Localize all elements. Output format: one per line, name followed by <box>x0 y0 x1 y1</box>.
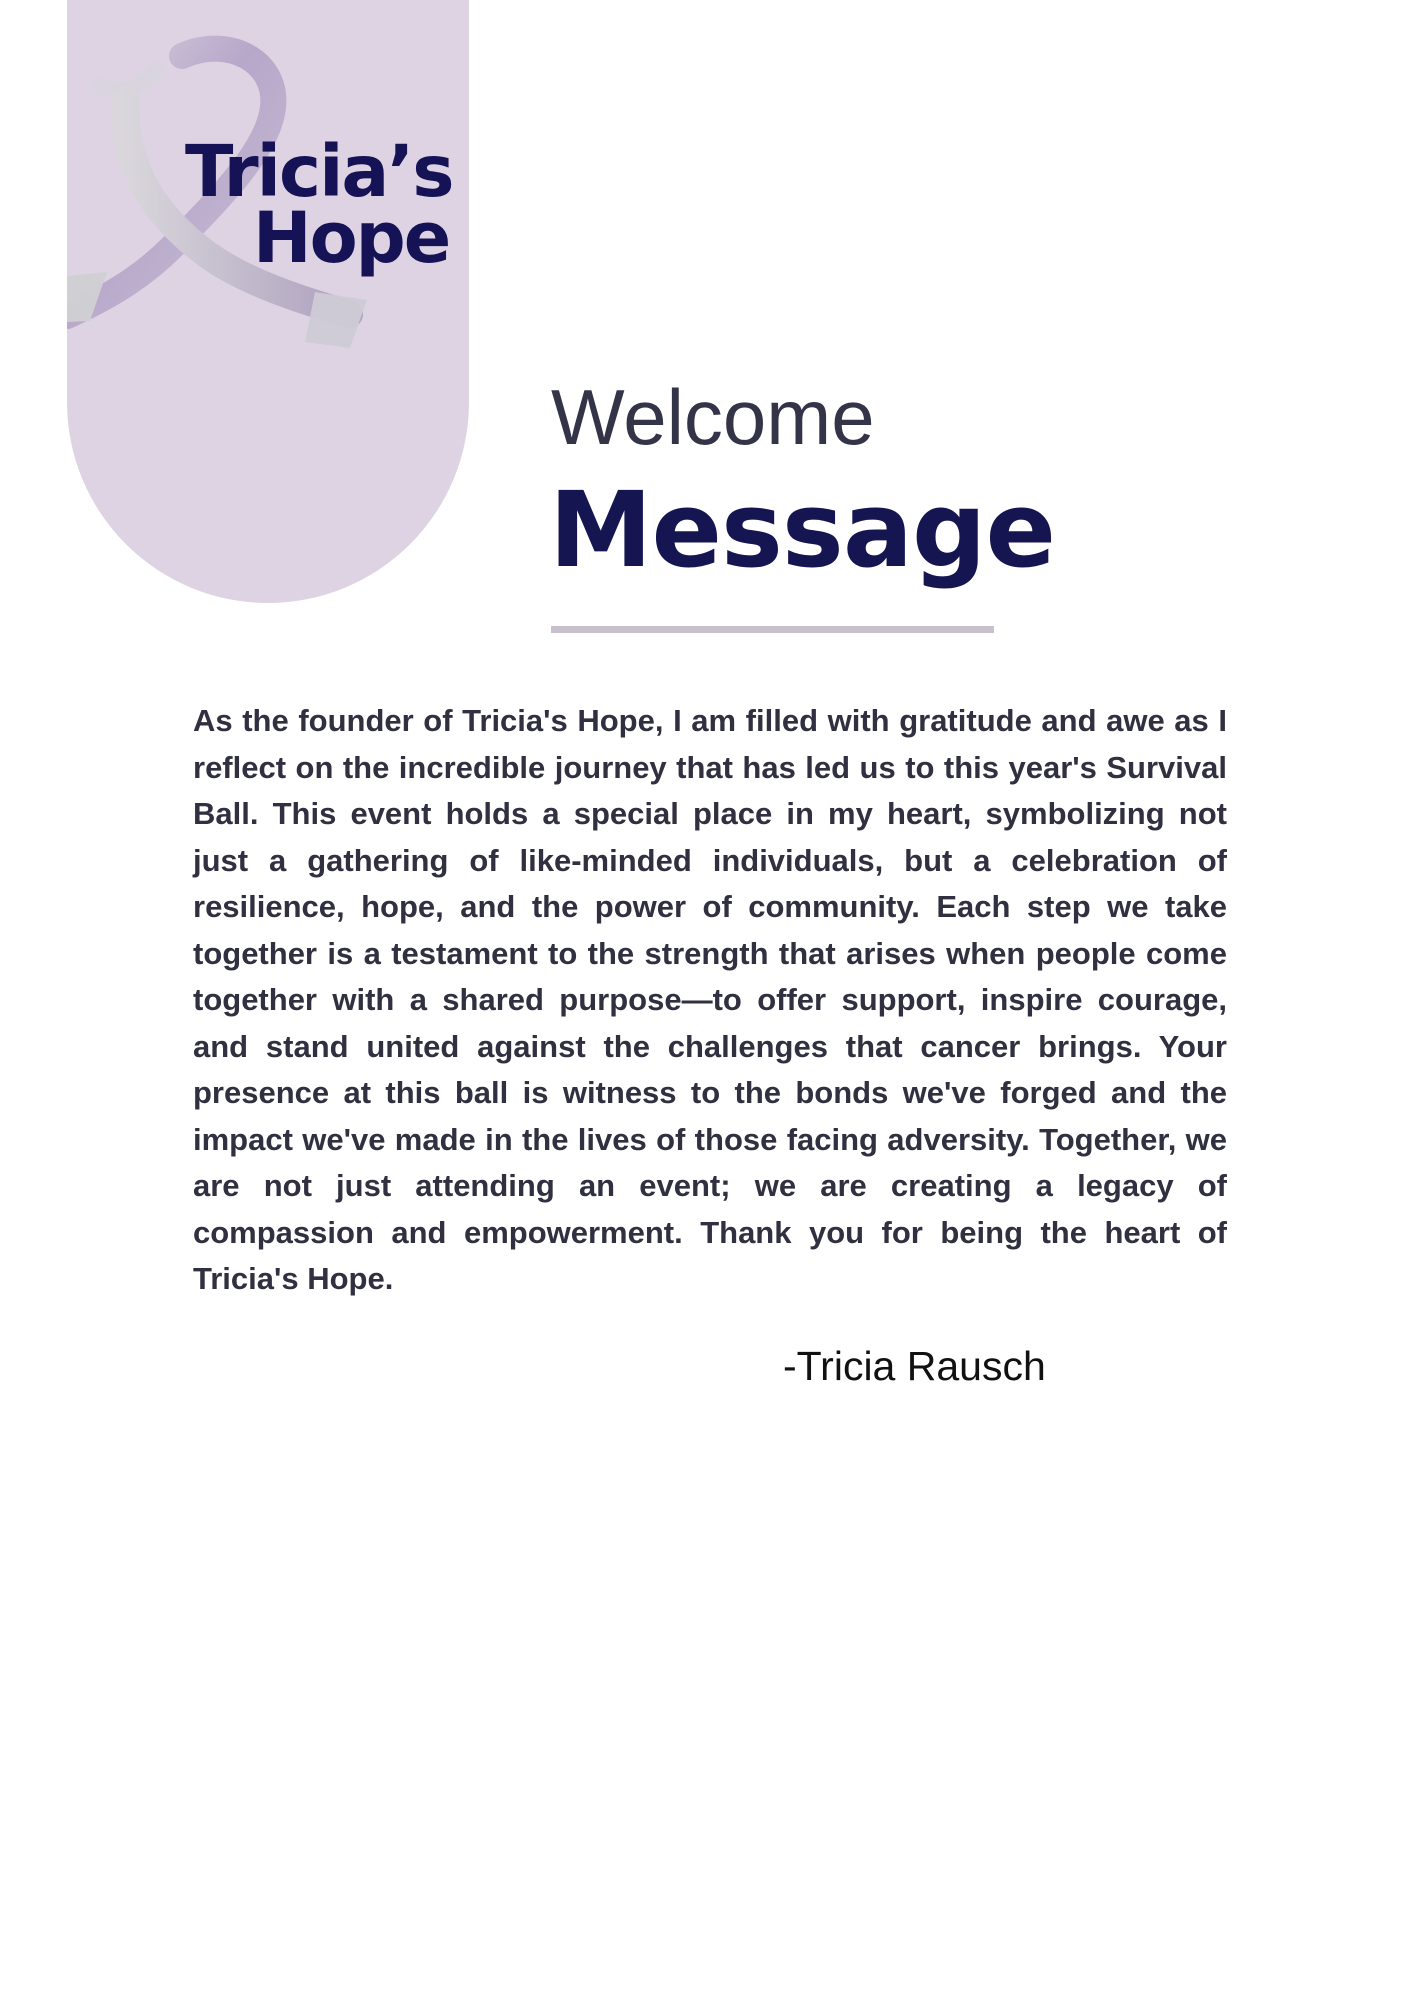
heading-welcome: Welcome <box>551 373 875 461</box>
awareness-ribbon-icon <box>67 0 469 603</box>
logo-word-tricias: Tricia’s <box>185 130 453 213</box>
heading-divider <box>551 626 994 633</box>
logo-word-hope: Hope <box>253 197 450 279</box>
heading-message: Message <box>549 469 1055 591</box>
signature-line: -Tricia Rausch <box>783 1343 1046 1389</box>
welcome-message-body: As the founder of Tricia's Hope, I am filled with gratitude and awe as I reflect on the incredible journey that has led us to this year's Survival Ball. This event holds a special place in my heart, symbolizing not just a gathering of like-minded individuals, but a celebration of resilience, hope, and the power of community. Each step we take together is a testament to the strength that arises when people come together with a shared purpose—to offer support, inspire courage, and stand united against the challenges that cancer brings. Your presence at this ball is witness to the bonds we've forged and the impact we've made in the lives of those facing adversity. Together, we are not just attending an event; we are creating a legacy of compassion and empowerment. Thank you for being the heart of Tricia's Hope. <box>193 703 1227 1296</box>
logo-panel <box>67 0 469 603</box>
